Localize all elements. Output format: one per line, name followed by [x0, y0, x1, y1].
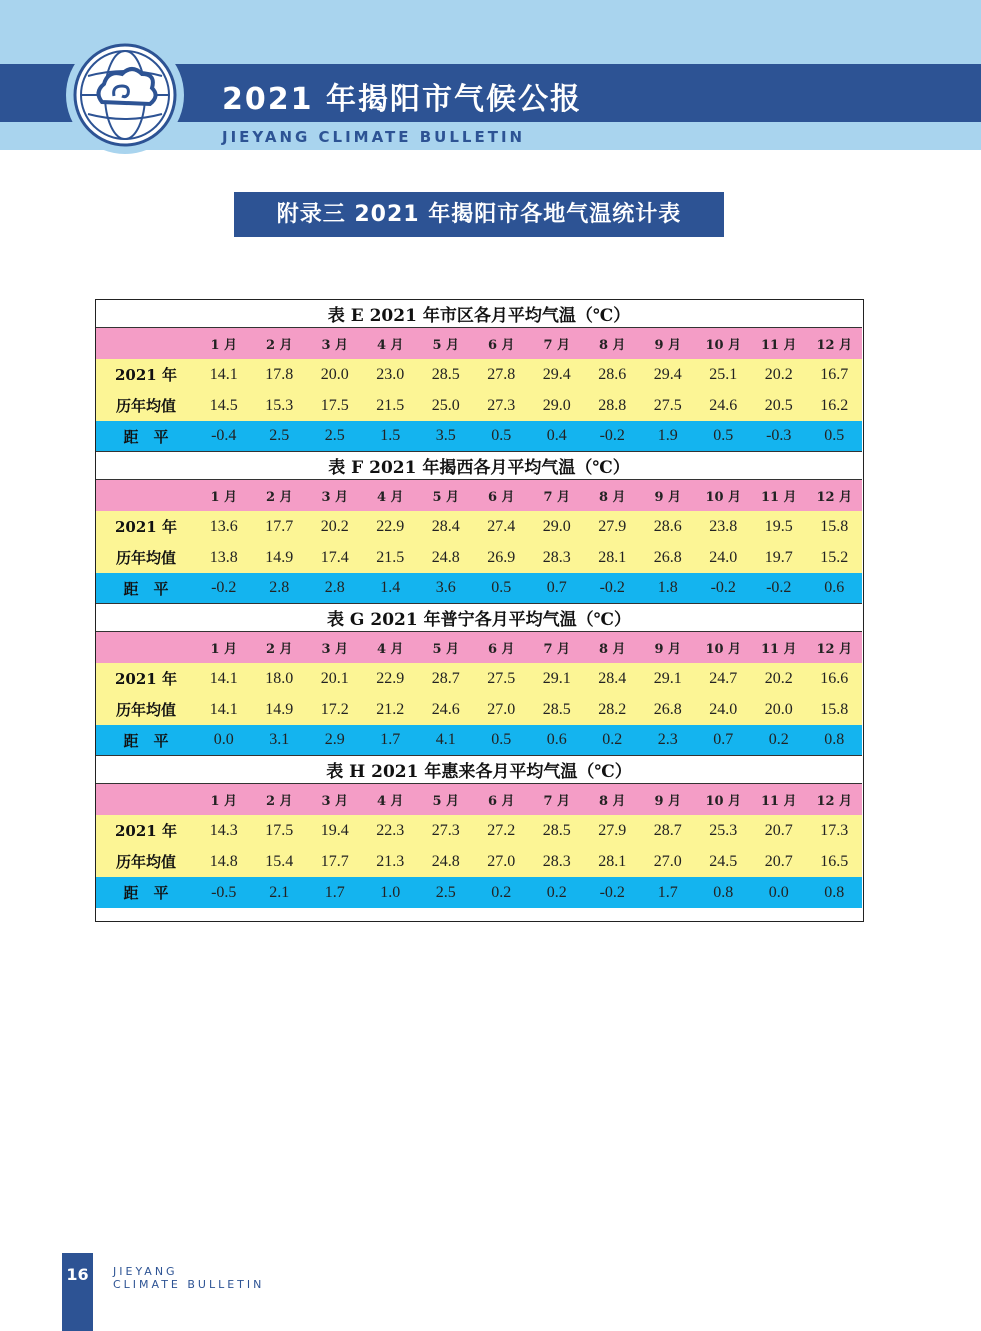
month-cell: 10 月: [705, 642, 742, 657]
month-cell: 11 月: [760, 338, 797, 353]
month-cell: 6 月: [487, 338, 515, 353]
value-cell: 28.6: [598, 365, 627, 383]
value-cell: 16.6: [820, 669, 849, 687]
month-cell: 1 月: [210, 338, 238, 353]
row-label: 历年均值: [115, 549, 176, 567]
temperature-tables: [95, 299, 864, 922]
value-cell: 1.5: [380, 427, 401, 444]
value-cell: 22.9: [376, 669, 405, 687]
value-cell: 28.6: [653, 517, 682, 535]
value-cell: 27.8: [487, 365, 516, 383]
value-cell: 15.2: [820, 548, 849, 566]
table-row-anomaly: [96, 877, 862, 908]
row-label: 2021 年: [115, 518, 177, 536]
value-cell: 13.6: [209, 517, 238, 535]
month-cell: 9 月: [654, 642, 682, 657]
value-cell: 24.0: [709, 548, 738, 566]
value-cell: 24.6: [709, 396, 738, 414]
value-cell: 29.1: [542, 669, 571, 687]
value-cell: -0.2: [599, 883, 625, 901]
month-cell: 4 月: [376, 338, 404, 353]
value-cell: 20.5: [764, 396, 793, 414]
value-cell: 17.5: [320, 396, 349, 414]
value-cell: 0.2: [546, 883, 567, 901]
value-cell: 0.2: [491, 883, 512, 901]
value-cell: -0.2: [766, 579, 792, 596]
month-cell: 1 月: [210, 490, 238, 505]
value-cell: 14.1: [209, 700, 238, 718]
value-cell: 0.5: [713, 427, 734, 444]
page-number: 16: [66, 1265, 89, 1284]
value-cell: 3.1: [269, 731, 290, 748]
value-cell: 0.5: [491, 427, 512, 444]
month-cell: 2 月: [265, 642, 293, 657]
month-cell: 7 月: [543, 642, 571, 657]
month-cell: 7 月: [543, 490, 571, 505]
value-cell: 1.0: [380, 883, 401, 901]
value-cell: 26.8: [653, 548, 682, 566]
value-cell: 2.5: [435, 883, 456, 901]
value-cell: 20.1: [320, 669, 349, 687]
value-cell: 2.5: [269, 427, 290, 444]
value-cell: 19.5: [764, 517, 793, 535]
footer-line-2: CLIMATE BULLETIN: [113, 1278, 265, 1291]
row-label: 距 平: [123, 427, 169, 446]
month-cell: 11 月: [760, 490, 797, 505]
page-title: 2021 年揭阳市气候公报: [222, 82, 582, 117]
table-title: 表 E 2021 年市区各月平均气温（℃）: [96, 300, 862, 328]
table-title: 表 H 2021 年惠来各月平均气温（℃）: [96, 756, 862, 784]
value-cell: 28.7: [431, 669, 460, 687]
value-cell: 23.0: [376, 365, 405, 383]
value-cell: 28.4: [431, 517, 460, 535]
value-cell: 22.9: [376, 517, 405, 535]
value-cell: 23.8: [709, 517, 738, 535]
value-cell: 28.4: [598, 669, 627, 687]
table-row-historical-mean: [96, 542, 862, 573]
month-cell: 2 月: [265, 338, 293, 353]
value-cell: 28.5: [542, 700, 571, 718]
value-cell: 28.1: [598, 852, 627, 870]
table-row-anomaly: [96, 573, 862, 604]
table-row-anomaly: [96, 725, 862, 756]
value-cell: 25.0: [431, 396, 460, 414]
value-cell: 22.3: [376, 821, 405, 839]
value-cell: 28.3: [542, 852, 571, 870]
value-cell: -0.5: [211, 883, 237, 901]
value-cell: 27.9: [598, 517, 627, 535]
value-cell: 20.2: [764, 365, 793, 383]
value-cell: 15.8: [820, 517, 849, 535]
value-cell: 29.1: [653, 669, 682, 687]
value-cell: 0.5: [491, 731, 512, 748]
value-cell: 29.4: [542, 365, 571, 383]
value-cell: 28.8: [598, 396, 627, 414]
month-header-row: [96, 784, 862, 815]
table-title: 表 G 2021 年普宁各月平均气温（℃）: [96, 604, 862, 632]
value-cell: 0.7: [713, 731, 734, 748]
value-cell: 15.3: [265, 396, 294, 414]
value-cell: 18.0: [265, 669, 294, 687]
value-cell: 14.3: [209, 821, 238, 839]
value-cell: 1.9: [657, 427, 678, 444]
value-cell: 29.0: [542, 517, 571, 535]
value-cell: 14.1: [209, 365, 238, 383]
value-cell: 25.3: [709, 821, 738, 839]
value-cell: 29.4: [653, 365, 682, 383]
value-cell: 16.2: [820, 396, 849, 414]
footer-text: [113, 1265, 264, 1291]
table-row-2021: [96, 359, 862, 390]
value-cell: 26.8: [653, 700, 682, 718]
month-cell: 3 月: [321, 338, 349, 353]
value-cell: 24.5: [709, 852, 738, 870]
value-cell: 2.3: [657, 731, 678, 748]
footer-line-1: JIEYANG: [113, 1265, 178, 1278]
month-cell: 6 月: [487, 794, 515, 809]
row-label: 历年均值: [115, 397, 176, 415]
value-cell: 2.8: [324, 579, 345, 596]
value-cell: 14.1: [209, 669, 238, 687]
value-cell: 21.5: [376, 548, 405, 566]
month-cell: 10 月: [705, 794, 742, 809]
value-cell: 27.9: [598, 821, 627, 839]
month-cell: 6 月: [487, 642, 515, 657]
value-cell: 0.7: [546, 579, 567, 596]
month-cell: 4 月: [376, 794, 404, 809]
value-cell: -0.2: [211, 579, 237, 596]
month-cell: 6 月: [487, 490, 515, 505]
month-cell: 8 月: [598, 490, 626, 505]
value-cell: 26.9: [487, 548, 516, 566]
value-cell: 2.9: [324, 731, 345, 748]
value-cell: 28.5: [431, 365, 460, 383]
month-cell: 11 月: [760, 642, 797, 657]
row-label: 历年均值: [115, 853, 176, 871]
month-cell: 8 月: [598, 794, 626, 809]
month-cell: 11 月: [760, 794, 797, 809]
appendix-title: 附录三 2021 年揭阳市各地气温统计表: [234, 192, 724, 237]
month-cell: 12 月: [816, 338, 853, 353]
value-cell: -0.2: [710, 579, 736, 596]
value-cell: 15.8: [820, 700, 849, 718]
month-cell: 4 月: [376, 642, 404, 657]
value-cell: 0.4: [546, 427, 567, 444]
value-cell: 24.0: [709, 700, 738, 718]
table-row-2021: [96, 815, 862, 846]
value-cell: 13.8: [209, 548, 238, 566]
row-label: 2021 年: [115, 366, 177, 384]
value-cell: -0.3: [766, 427, 792, 444]
value-cell: 17.4: [320, 548, 349, 566]
value-cell: 16.5: [820, 852, 849, 870]
value-cell: 14.9: [265, 548, 294, 566]
value-cell: 28.7: [653, 821, 682, 839]
month-header-row: [96, 480, 862, 511]
month-cell: 12 月: [816, 794, 853, 809]
value-cell: 27.0: [487, 852, 516, 870]
value-cell: 24.7: [709, 669, 738, 687]
month-cell: 12 月: [816, 490, 853, 505]
month-cell: 8 月: [598, 338, 626, 353]
value-cell: 0.2: [602, 731, 623, 748]
row-label: 距 平: [123, 884, 169, 902]
value-cell: 20.0: [320, 365, 349, 383]
month-cell: 7 月: [543, 338, 571, 353]
value-cell: 0.8: [824, 731, 845, 748]
value-cell: 29.0: [542, 396, 571, 414]
value-cell: 3.5: [435, 427, 456, 444]
temperature-table: [96, 452, 862, 604]
month-cell: 7 月: [543, 794, 571, 809]
table-row-historical-mean: [96, 846, 862, 877]
month-cell: 3 月: [321, 794, 349, 809]
value-cell: -0.2: [599, 579, 625, 596]
month-cell: 5 月: [432, 490, 460, 505]
value-cell: 0.8: [713, 883, 734, 901]
value-cell: 20.7: [764, 821, 793, 839]
month-cell: 4 月: [376, 490, 404, 505]
value-cell: 0.6: [546, 731, 567, 748]
value-cell: 17.7: [320, 852, 349, 870]
temperature-table: [96, 604, 862, 756]
value-cell: 14.5: [209, 396, 238, 414]
value-cell: 24.6: [431, 700, 460, 718]
value-cell: 27.5: [653, 396, 682, 414]
value-cell: 25.1: [709, 365, 738, 383]
row-label: 2021 年: [115, 822, 177, 840]
page-subtitle: JIEYANG CLIMATE BULLETIN: [222, 128, 526, 146]
value-cell: 2.1: [269, 883, 290, 901]
month-cell: 2 月: [265, 490, 293, 505]
value-cell: 1.7: [324, 883, 345, 901]
value-cell: 21.3: [376, 852, 405, 870]
row-label: 历年均值: [115, 701, 176, 719]
value-cell: 27.2: [487, 821, 516, 839]
value-cell: 1.7: [657, 883, 678, 901]
month-cell: 5 月: [432, 794, 460, 809]
month-cell: 10 月: [705, 490, 742, 505]
value-cell: 28.2: [598, 700, 627, 718]
value-cell: 19.4: [320, 821, 349, 839]
table-row-historical-mean: [96, 694, 862, 725]
month-cell: 9 月: [654, 490, 682, 505]
month-cell: 5 月: [432, 338, 460, 353]
month-cell: 3 月: [321, 490, 349, 505]
month-cell: 8 月: [598, 642, 626, 657]
value-cell: 17.2: [320, 700, 349, 718]
table-row-2021: [96, 663, 862, 694]
month-cell: 3 月: [321, 642, 349, 657]
row-label: 距 平: [123, 731, 169, 750]
value-cell: 0.0: [213, 731, 234, 748]
value-cell: 27.5: [487, 669, 516, 687]
value-cell: 0.0: [768, 883, 789, 901]
table-row-anomaly: [96, 421, 862, 452]
value-cell: 19.7: [764, 548, 793, 566]
value-cell: -0.2: [599, 427, 625, 444]
value-cell: 1.7: [380, 731, 401, 748]
cloud-globe-logo-icon: [66, 36, 184, 154]
value-cell: 17.5: [265, 821, 294, 839]
value-cell: 1.8: [657, 579, 678, 596]
value-cell: 0.5: [491, 579, 512, 596]
month-cell: 9 月: [654, 338, 682, 353]
month-header-row: [96, 328, 862, 359]
temperature-table: [96, 756, 862, 908]
row-label: 距 平: [123, 579, 169, 598]
value-cell: 24.8: [431, 852, 460, 870]
value-cell: 17.3: [820, 821, 849, 839]
month-cell: 1 月: [210, 794, 238, 809]
month-cell: 9 月: [654, 794, 682, 809]
value-cell: 28.5: [542, 821, 571, 839]
value-cell: 27.0: [653, 852, 682, 870]
value-cell: 20.7: [764, 852, 793, 870]
value-cell: 0.2: [768, 731, 789, 748]
value-cell: 0.8: [824, 883, 845, 901]
month-cell: 5 月: [432, 642, 460, 657]
value-cell: 20.0: [764, 700, 793, 718]
value-cell: 20.2: [320, 517, 349, 535]
value-cell: 14.8: [209, 852, 238, 870]
month-cell: 10 月: [705, 338, 742, 353]
value-cell: 4.1: [435, 731, 456, 748]
row-label: 2021 年: [115, 670, 177, 688]
month-header-row: [96, 632, 862, 663]
value-cell: 21.2: [376, 700, 405, 718]
value-cell: 3.6: [435, 579, 456, 596]
value-cell: 20.2: [764, 669, 793, 687]
temperature-table: [96, 300, 862, 452]
table-row-historical-mean: [96, 390, 862, 421]
month-cell: 12 月: [816, 642, 853, 657]
month-cell: 1 月: [210, 642, 238, 657]
value-cell: 27.3: [431, 821, 460, 839]
value-cell: 28.1: [598, 548, 627, 566]
value-cell: 2.8: [269, 579, 290, 596]
value-cell: 0.5: [824, 427, 845, 444]
value-cell: 27.0: [487, 700, 516, 718]
value-cell: 21.5: [376, 396, 405, 414]
value-cell: 17.8: [265, 365, 294, 383]
value-cell: 1.4: [380, 579, 401, 596]
value-cell: 28.3: [542, 548, 571, 566]
value-cell: 15.4: [265, 852, 294, 870]
table-title: 表 F 2021 年揭西各月平均气温（℃）: [96, 452, 862, 480]
value-cell: -0.4: [211, 427, 237, 444]
value-cell: 14.9: [265, 700, 294, 718]
value-cell: 27.3: [487, 396, 516, 414]
month-cell: 2 月: [265, 794, 293, 809]
value-cell: 24.8: [431, 548, 460, 566]
value-cell: 0.6: [824, 579, 845, 596]
value-cell: 16.7: [820, 365, 849, 383]
value-cell: 2.5: [324, 427, 345, 444]
value-cell: 27.4: [487, 517, 516, 535]
table-row-2021: [96, 511, 862, 542]
value-cell: 17.7: [265, 517, 294, 535]
